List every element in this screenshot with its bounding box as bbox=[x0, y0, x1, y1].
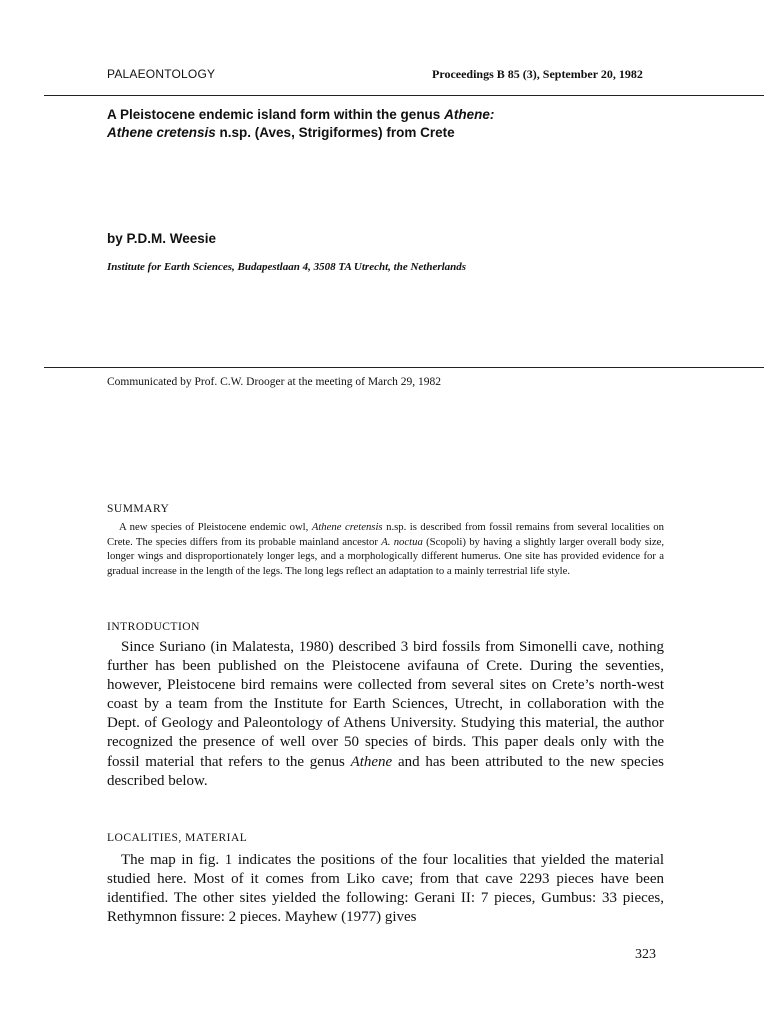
title-line2-species: Athene cretensis bbox=[107, 125, 216, 140]
journal-citation: Proceedings B 85 (3), September 20, 1982 bbox=[432, 67, 643, 81]
summary-text-2: n.sp. is described from fossil remains from several localities on Crete. The species differs from its probable mainland ancestor bbox=[107, 521, 664, 548]
introduction-text-1: Since Suriano (in Malatesta, 1980) described 3 bird fossils from Simonelli cave, nothing further has been published on the Pleistocene avifauna of Crete. During the seventies, however, Pleistocene bird remains were collected from several sites on Crete’s north-west coast by a team from the Institute for Earth Sciences, Utrecht, in collaboration with the Dept. of Geology and Paleontology of Athens University. Studying this material, the author recognized the presence of well over 50 species of birds. This paper deals only with the fossil material that refers to the genus bbox=[107, 639, 664, 770]
summary-ancestor-name: A. noctua bbox=[381, 535, 423, 548]
summary-text-1: A new species of Pleistocene endemic owl, bbox=[119, 521, 312, 533]
summary-text bbox=[107, 520, 664, 578]
summary-paragraph bbox=[107, 520, 664, 578]
summary-heading: SUMMARY bbox=[107, 503, 170, 515]
page-number: 323 bbox=[635, 947, 656, 962]
localities-heading: LOCALITIES, MATERIAL bbox=[107, 832, 248, 844]
introduction-paragraph bbox=[107, 638, 664, 791]
introduction-genus: Athene bbox=[350, 753, 393, 770]
communicated-by: Communicated by Prof. C.W. Drooger at the meeting of March 29, 1982 bbox=[107, 376, 441, 388]
title-line2-text: n.sp. (Aves, Strigiformes) from Crete bbox=[215, 125, 455, 140]
title-line1-genus: Athene: bbox=[444, 107, 495, 122]
summary-text-3: (Scopoli) by having a slightly larger overall body size, longer wings and disproportionately longer legs, and a morphologically different humerus. One site has provided evidence for a gradual increase in the length of the legs. The long legs reflect an adaptation to a mainly terrestrial life style. bbox=[107, 535, 664, 577]
summary-species-name: Athene cretensis bbox=[311, 521, 383, 533]
localities-text bbox=[107, 851, 664, 927]
article-title bbox=[107, 106, 667, 142]
introduction-heading: INTRODUCTION bbox=[107, 621, 200, 633]
introduction-text bbox=[107, 638, 664, 791]
title-line1-text: A Pleistocene endemic island form within the genus bbox=[107, 107, 445, 122]
author-affiliation: Institute for Earth Sciences, Budapestlaan 4, 3508 TA Utrecht, the Netherlands bbox=[107, 261, 467, 273]
journal-section: PALAEONTOLOGY bbox=[107, 67, 216, 81]
localities-paragraph: The map in fig. 1 indicates the positions of the four localities that yielded the material studied here. Most of it comes from Liko cave; from that cave 2293 pieces have been identified. The other sites yielded the following: Gerani II: 7 pieces, Gumbus: 33 pieces, Rethymnon fissure: 2 pieces. Mayhew (1977) gives bbox=[107, 852, 664, 926]
author-line: by P.D.M. Weesie bbox=[107, 231, 217, 246]
header-rule bbox=[44, 95, 764, 96]
communication-rule bbox=[44, 367, 764, 368]
introduction-text-2: and has been attributed to the new species described below. bbox=[107, 753, 665, 789]
